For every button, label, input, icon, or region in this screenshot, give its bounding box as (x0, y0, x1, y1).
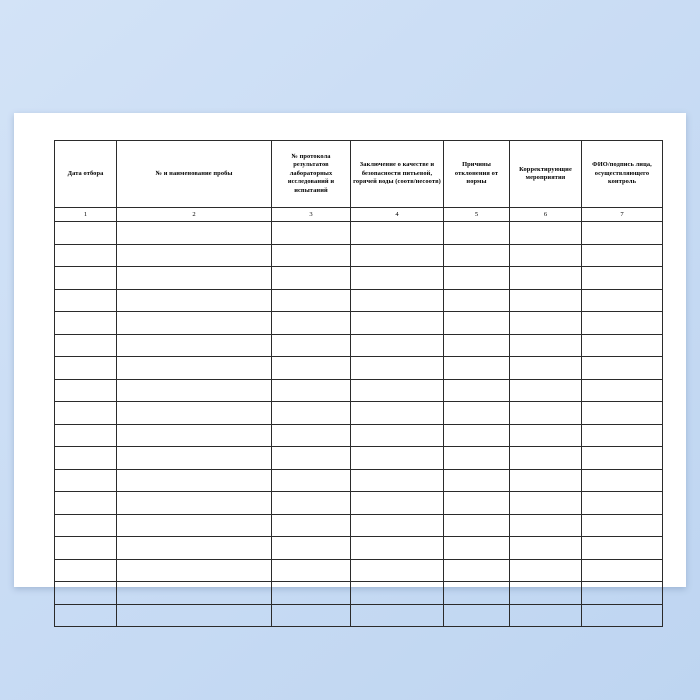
column-number-5: 5 (444, 208, 510, 222)
table-cell[interactable] (444, 379, 510, 402)
table-cell[interactable] (444, 537, 510, 560)
table-cell[interactable] (351, 222, 444, 245)
table-cell[interactable] (117, 244, 272, 267)
table-cell[interactable] (510, 514, 582, 537)
table-cell[interactable] (510, 604, 582, 627)
column-number-3: 3 (272, 208, 351, 222)
journal-table (54, 140, 663, 627)
table-cell[interactable] (510, 379, 582, 402)
table-cell[interactable] (272, 537, 351, 560)
table-row (55, 312, 663, 335)
table-cell[interactable] (510, 222, 582, 245)
table-cell[interactable] (444, 469, 510, 492)
table-cell[interactable] (351, 514, 444, 537)
table-cell[interactable] (55, 604, 117, 627)
table-cell[interactable] (55, 244, 117, 267)
table-row (55, 289, 663, 312)
column-number-7: 7 (582, 208, 663, 222)
column-number-6: 6 (510, 208, 582, 222)
table-cell[interactable] (272, 222, 351, 245)
table-cell[interactable] (351, 402, 444, 425)
table-cell[interactable] (55, 402, 117, 425)
table-cell[interactable] (117, 447, 272, 470)
column-header-conclusion: Заключение о качестве и безопасности питьевой, горячей воды (соотв/несоотв) (351, 141, 444, 208)
table-cell[interactable] (582, 312, 663, 335)
table-cell[interactable] (582, 492, 663, 515)
table-row (55, 514, 663, 537)
table-cell[interactable] (117, 559, 272, 582)
table-cell[interactable] (272, 379, 351, 402)
table-cell[interactable] (272, 357, 351, 380)
table-cell[interactable] (351, 357, 444, 380)
column-header-sample: № и наименование пробы (117, 141, 272, 208)
table-cell[interactable] (444, 357, 510, 380)
table-cell[interactable] (444, 222, 510, 245)
table-cell[interactable] (272, 447, 351, 470)
table-cell[interactable] (582, 222, 663, 245)
table-cell[interactable] (55, 514, 117, 537)
table-cell[interactable] (272, 469, 351, 492)
table-cell[interactable] (117, 424, 272, 447)
table-cell[interactable] (272, 424, 351, 447)
table-cell[interactable] (117, 537, 272, 560)
table-cell[interactable] (582, 582, 663, 605)
table-cell[interactable] (117, 514, 272, 537)
table-cell[interactable] (444, 289, 510, 312)
table-cell[interactable] (272, 559, 351, 582)
table-row (55, 222, 663, 245)
table-cell[interactable] (582, 424, 663, 447)
table-cell[interactable] (444, 514, 510, 537)
table-cell[interactable] (117, 582, 272, 605)
table-cell[interactable] (582, 559, 663, 582)
table-cell[interactable] (444, 334, 510, 357)
table-cell[interactable] (510, 424, 582, 447)
table-cell[interactable] (510, 582, 582, 605)
journal-table-container (54, 140, 662, 627)
table-cell[interactable] (582, 447, 663, 470)
table-cell[interactable] (117, 357, 272, 380)
table-cell[interactable] (582, 537, 663, 560)
table-cell[interactable] (510, 334, 582, 357)
table-cell[interactable] (272, 334, 351, 357)
table-cell[interactable] (351, 492, 444, 515)
table-cell[interactable] (582, 604, 663, 627)
table-cell[interactable] (117, 469, 272, 492)
column-header-protocol: № протокола результатов лабораторных исследований и испытаний (272, 141, 351, 208)
table-cell[interactable] (117, 402, 272, 425)
column-header-date: Дата отбора (55, 141, 117, 208)
table-cell[interactable] (444, 402, 510, 425)
table-cell[interactable] (444, 267, 510, 290)
table-cell[interactable] (351, 244, 444, 267)
table-cell[interactable] (272, 492, 351, 515)
table-cell[interactable] (55, 379, 117, 402)
table-cell[interactable] (444, 582, 510, 605)
table-row (55, 379, 663, 402)
table-cell[interactable] (55, 289, 117, 312)
table-column-number-row (55, 208, 663, 222)
table-row (55, 357, 663, 380)
table-cell[interactable] (117, 379, 272, 402)
table-cell[interactable] (117, 312, 272, 335)
table-cell[interactable] (55, 334, 117, 357)
column-number-2: 2 (117, 208, 272, 222)
table-cell[interactable] (351, 469, 444, 492)
table-cell[interactable] (582, 402, 663, 425)
table-row (55, 492, 663, 515)
table-cell[interactable] (510, 469, 582, 492)
table-cell[interactable] (55, 537, 117, 560)
table-cell[interactable] (351, 604, 444, 627)
table-cell[interactable] (444, 559, 510, 582)
table-row (55, 559, 663, 582)
table-cell[interactable] (351, 537, 444, 560)
table-cell[interactable] (117, 289, 272, 312)
column-header-corrective-actions: Корректирующие мероприятия (510, 141, 582, 208)
table-cell[interactable] (272, 267, 351, 290)
table-cell[interactable] (510, 267, 582, 290)
document-page (14, 113, 686, 587)
table-cell[interactable] (582, 244, 663, 267)
table-cell[interactable] (272, 582, 351, 605)
table-cell[interactable] (351, 447, 444, 470)
table-cell[interactable] (55, 582, 117, 605)
table-cell[interactable] (272, 604, 351, 627)
table-cell[interactable] (351, 334, 444, 357)
table-cell[interactable] (582, 379, 663, 402)
table-cell[interactable] (117, 334, 272, 357)
table-cell[interactable] (582, 334, 663, 357)
table-cell[interactable] (55, 469, 117, 492)
column-number-4: 4 (351, 208, 444, 222)
table-cell[interactable] (272, 402, 351, 425)
table-cell[interactable] (55, 424, 117, 447)
table-cell[interactable] (510, 402, 582, 425)
table-cell[interactable] (510, 312, 582, 335)
table-row (55, 424, 663, 447)
table-cell[interactable] (582, 289, 663, 312)
column-header-deviation-reasons: Причины отклонения от нормы (444, 141, 510, 208)
table-cell[interactable] (351, 559, 444, 582)
table-cell[interactable] (55, 447, 117, 470)
table-cell[interactable] (272, 289, 351, 312)
column-number-1: 1 (55, 208, 117, 222)
table-row (55, 402, 663, 425)
table-cell[interactable] (510, 244, 582, 267)
table-cell[interactable] (55, 357, 117, 380)
table-cell[interactable] (582, 469, 663, 492)
table-cell[interactable] (272, 312, 351, 335)
table-cell[interactable] (510, 357, 582, 380)
table-cell[interactable] (351, 424, 444, 447)
table-row (55, 582, 663, 605)
table-cell[interactable] (55, 559, 117, 582)
table-cell[interactable] (351, 312, 444, 335)
table-row (55, 244, 663, 267)
table-row (55, 469, 663, 492)
table-cell[interactable] (444, 244, 510, 267)
table-cell[interactable] (117, 222, 272, 245)
table-cell[interactable] (351, 582, 444, 605)
table-cell[interactable] (272, 514, 351, 537)
table-cell[interactable] (444, 312, 510, 335)
table-cell[interactable] (510, 559, 582, 582)
table-cell[interactable] (582, 267, 663, 290)
table-cell[interactable] (272, 244, 351, 267)
table-row (55, 447, 663, 470)
table-cell[interactable] (117, 492, 272, 515)
table-row (55, 604, 663, 627)
table-cell[interactable] (117, 604, 272, 627)
table-row (55, 537, 663, 560)
table-cell[interactable] (55, 312, 117, 335)
table-cell[interactable] (55, 222, 117, 245)
table-cell[interactable] (55, 492, 117, 515)
table-cell[interactable] (444, 604, 510, 627)
table-cell[interactable] (444, 424, 510, 447)
table-cell[interactable] (582, 357, 663, 380)
table-row (55, 334, 663, 357)
table-row (55, 267, 663, 290)
column-header-responsible-person: ФИО/подпись лица, осуществляющего контроль (582, 141, 663, 208)
table-cell[interactable] (444, 447, 510, 470)
table-cell[interactable] (510, 289, 582, 312)
table-cell[interactable] (351, 289, 444, 312)
table-cell[interactable] (510, 537, 582, 560)
table-cell[interactable] (510, 492, 582, 515)
table-header-row (55, 141, 663, 208)
table-cell[interactable] (351, 379, 444, 402)
table-cell[interactable] (117, 267, 272, 290)
table-body (55, 222, 663, 627)
table-cell[interactable] (351, 267, 444, 290)
table-cell[interactable] (444, 492, 510, 515)
table-cell[interactable] (582, 514, 663, 537)
table-cell[interactable] (55, 267, 117, 290)
table-cell[interactable] (510, 447, 582, 470)
